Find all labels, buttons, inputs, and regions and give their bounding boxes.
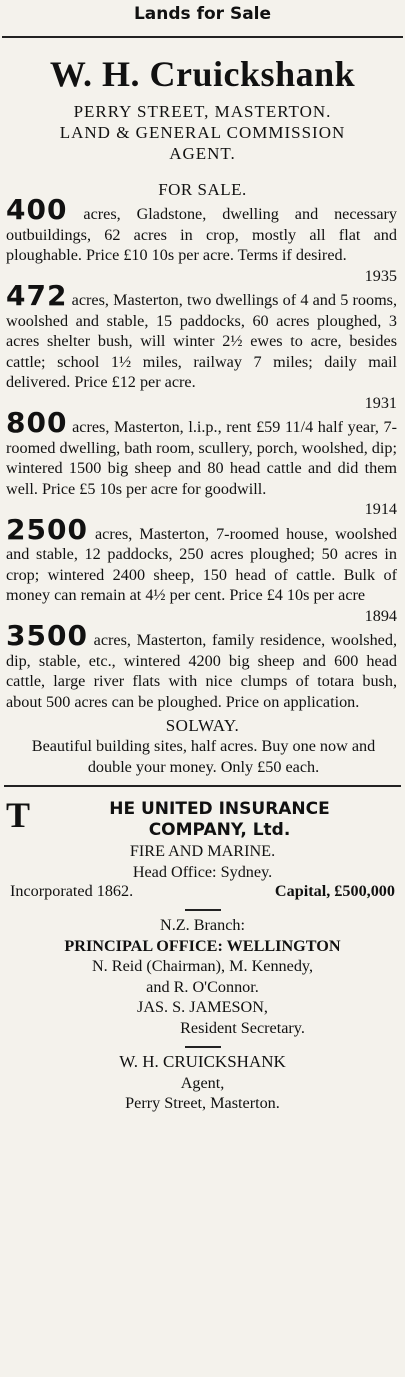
listing-acreage: 800: [6, 406, 68, 439]
directors-line-2: and R. O'Connor.: [146, 977, 259, 996]
listing-item: [0, 512, 405, 627]
short-divider: [185, 1046, 221, 1048]
divider: [2, 36, 403, 38]
secretary-title: Resident Secretary.: [180, 1018, 305, 1037]
directors-line-1: N. Reid (Chairman), M. Kennedy,: [91, 957, 314, 975]
firm-role-line-2: AGENT.: [169, 144, 236, 163]
divider: [4, 785, 401, 787]
firm-address: PERRY STREET, MASTERTON.: [73, 102, 332, 121]
listing-acreage: 3500: [6, 619, 88, 652]
firm-name: W. H. Cruickshank: [49, 54, 356, 94]
listing-item: [0, 193, 405, 286]
section-header: Lands for Sale: [133, 4, 272, 24]
drop-cap-initial: T: [6, 795, 31, 835]
listing-reference: 1914: [364, 500, 397, 518]
listing-text: acres, Masterton, family residence, woolshed, dip, stable, etc., wintered 4200 big sheep and 600 head cattle, large river flats with nice clumps of totara bush, about 500 acres can be ploughed. Price on application.: [6, 631, 398, 711]
listing-item: [0, 619, 405, 712]
listing-text: acres, Masterton, 7-roomed house, woolshed and stable, 12 paddocks, 250 acres ploughed; 50 acres in crop; wintered 2400 sheep, 150 head of cattle. Bulk of money can remain at 4½ per cent. Price £4 10s per acre: [6, 524, 398, 604]
agent-name: W. H. CRUICKSHANK: [119, 1052, 286, 1071]
secretary-name: JAS. S. JAMESON,: [137, 998, 268, 1016]
incorporation-row: [0, 882, 405, 901]
insurance-title-line-1: HE UNITED INSURANCE: [109, 799, 330, 819]
agent-role: Agent,: [180, 1073, 225, 1092]
insurance-title: [0, 795, 405, 841]
firm-role-line-1: LAND & GENERAL COMMISSION: [59, 123, 346, 142]
incorporated-text: Incorporated 1862.: [10, 882, 134, 900]
agent-address: Perry Street, Masterton.: [125, 1094, 280, 1112]
branch-label: N.Z. Branch:: [160, 916, 245, 934]
listing-item: [0, 406, 405, 520]
listing-text: acres, Masterton, l.i.p., rent £59 11/4 half year, 7-roomed dwelling, bath room, scullery, porch, woolshed, dip; wintered 1500 big sheep and 80 head cattle and did them well. Price £5 10s per acre for goodwill.: [6, 418, 397, 498]
capital-text: Capital, £500,000: [274, 882, 395, 900]
listing-item: [0, 279, 405, 413]
short-divider: [185, 909, 221, 911]
for-sale-heading: FOR SALE.: [158, 180, 247, 199]
solway-text: Beautiful building sites, half acres. Buy one now and double your money. Only £50 each.: [31, 737, 376, 776]
insurance-title-line-2: COMPANY, Ltd.: [148, 820, 291, 840]
solway-heading: SOLWAY.: [165, 716, 240, 735]
listing-reference: 1935: [364, 266, 397, 285]
head-office: Head Office: Sydney.: [132, 862, 273, 881]
newspaper-advertisement-column: [0, 2, 405, 1377]
listing-reference: 1931: [364, 393, 397, 412]
listing-acreage: 2500: [6, 512, 88, 546]
principal-office: PRINCIPAL OFFICE: WELLINGTON: [64, 936, 341, 955]
listing-text: acres, Masterton, two dwellings of 4 and 5 rooms, woolshed and stable, 15 paddocks, 60 acres ploughed, 3 acres shelter bush, will winter 2½ ewes to acre, besides cattle; school 1½ miles, railway 7 miles; daily mail delivered. Price £12 per acre.: [6, 291, 398, 391]
listing-text: acres, Gladstone, dwelling and necessary outbuildings, 62 acres in crop, mostly all flat and ploughable. Price £10 10s per acre. Terms if desired.: [6, 205, 398, 264]
listing-acreage: 472: [6, 279, 68, 312]
listing-acreage: 400: [6, 193, 68, 226]
insurance-subtitle: FIRE AND MARINE.: [129, 842, 276, 860]
listing-reference: 1894: [364, 606, 397, 625]
